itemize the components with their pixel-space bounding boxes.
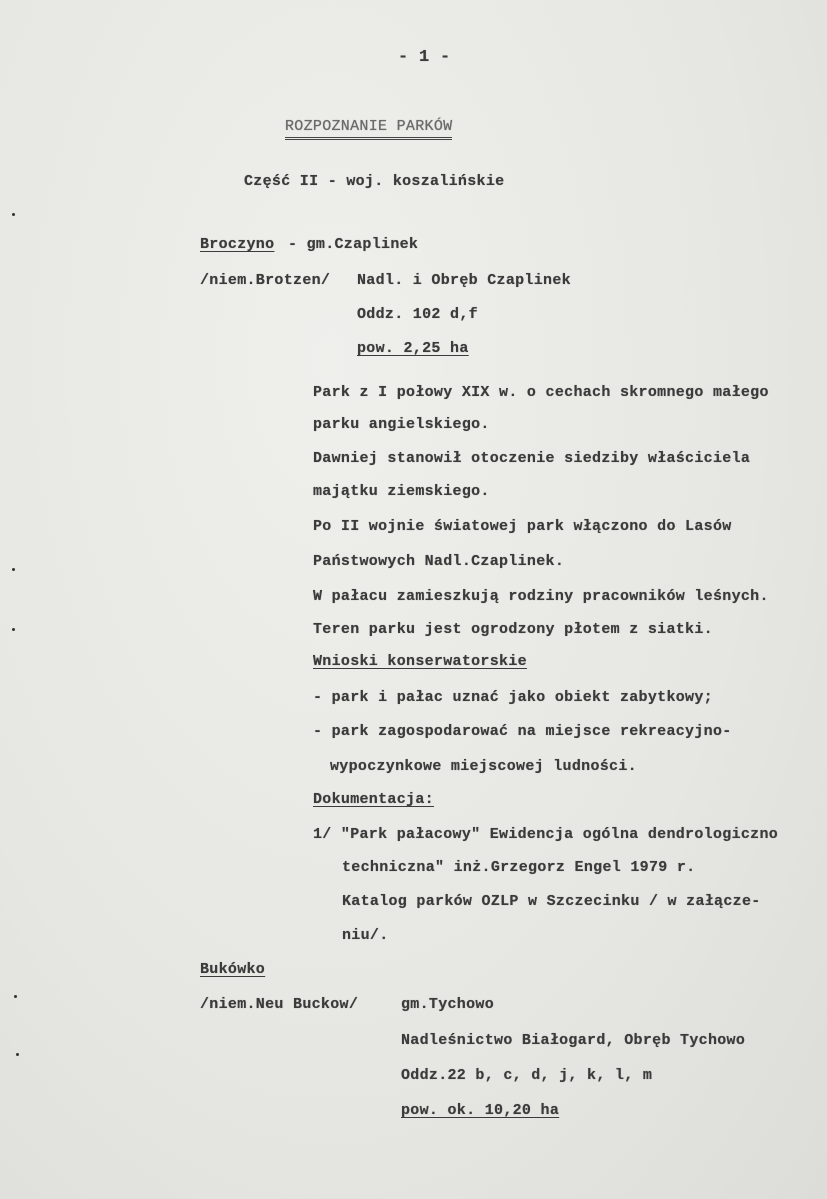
entry2-forestry: Nadleśnictwo Białogard, Obręb Tychowo [401, 1032, 746, 1049]
entry2-division: Oddz.22 b, c, d, j, k, l, m [401, 1067, 653, 1084]
margin-mark [12, 568, 15, 571]
entry1-description-line: W pałacu zamieszkują rodziny pracowników leśnych. [313, 588, 769, 605]
entry1-description-line: parku angielskiego. [313, 416, 490, 433]
entry1-conclusions-heading: Wnioski konserwatorskie [313, 653, 527, 670]
entry1-description-line: Teren parku jest ogrodzony płotem z siatki. [313, 621, 713, 638]
entry1-forestry: Nadl. i Obręb Czaplinek [357, 272, 571, 289]
margin-mark [12, 213, 15, 216]
page-number: - 1 - [398, 48, 451, 67]
entry1-documentation-heading: Dokumentacja: [313, 791, 434, 808]
entry1-area: pow. 2,25 ha [357, 340, 469, 357]
entry2-name: Bukówko [200, 961, 266, 978]
document-title: ROZPOZNANIE PARKÓW [285, 118, 452, 140]
entry1-documentation-line: niu/. [342, 927, 389, 944]
entry2-gmina: gm.Tychowo [401, 996, 495, 1013]
entry1-description-line: majątku ziemskiego. [313, 483, 490, 500]
entry1-documentation-line: Katalog parków OZLP w Szczecinku / w załącze- [342, 893, 761, 910]
entry1-conclusion-item: - park zagospodarować na miejsce rekreacyjno- [313, 723, 732, 740]
entry1-division: Oddz. 102 d,f [357, 306, 478, 323]
entry1-gmina: - gm.Czaplinek [288, 236, 419, 253]
entry1-name: Broczyno [200, 236, 275, 253]
entry1-description-line: Park z I połowy XIX w. o cechach skromnego małego [313, 384, 769, 401]
entry1-conclusion-item: wypoczynkowe miejscowej ludności. [330, 758, 637, 775]
margin-mark [14, 995, 17, 998]
entry1-documentation-line: techniczna" inż.Grzegorz Engel 1979 r. [342, 859, 696, 876]
margin-mark [12, 628, 15, 631]
entry1-conclusion-item: - park i pałac uznać jako obiekt zabytkowy; [313, 689, 713, 706]
entry1-description-line: Dawniej stanowił otoczenie siedziby właściciela [313, 450, 751, 467]
entry1-description-line: Państwowych Nadl.Czaplinek. [313, 553, 565, 570]
entry2-area: pow. ok. 10,20 ha [401, 1102, 560, 1119]
margin-mark [16, 1053, 19, 1056]
entry1-description-line: Po II wojnie światowej park włączono do Lasów [313, 518, 732, 535]
entry1-german-name: /niem.Brotzen/ [200, 272, 331, 289]
entry1-documentation-line: 1/ "Park pałacowy" Ewidencja ogólna dendrologiczno [313, 826, 779, 843]
entry2-german-name: /niem.Neu Buckow/ [200, 996, 359, 1013]
document-subtitle: Część II - woj. koszalińskie [244, 173, 505, 190]
